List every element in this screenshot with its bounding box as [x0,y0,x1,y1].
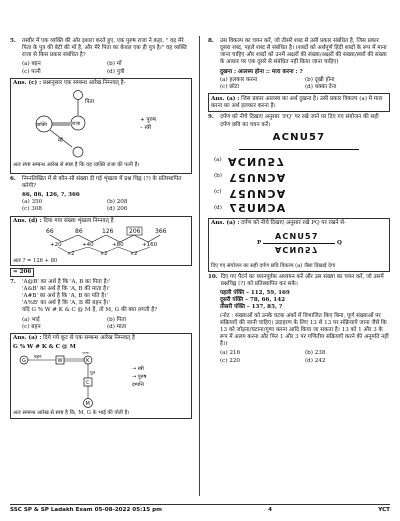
option-c[interactable]: (c) छोटा [220,83,239,90]
option-label: (c) [214,189,222,196]
legend-couple: दम्पत्ति [132,381,144,388]
exam-name: SSC SP & SP Ladakh Exam 05-08-2022 05:15 pm [10,507,162,513]
page-number: 4 [268,507,273,513]
q9-conclusion: दिए गए संयोजन का सही दर्पण छवि विकल्प (a) जैसा दिखाई देगा [211,262,336,269]
question-number: 5. [10,38,16,44]
q7-relation-diagram [12,352,192,410]
q10-note: (नोट : संख्याओं को उनके घटक अंकों में विभाजित किए बिना, पूर्ण संख्याओं पर संक्रियाएँ की जानी चाहिए। उदाहरण के लिए 13 से 13 पर संक्रियाएँ जाना जैसे कि 13 को जोड़ना/घटाना/गुणा करना आदि किया जा सकता है। 13 को 1 और 3 के रूप में अलग करना और फिर 1 और 3 पर गणितीय संक्रियाएँ करने की अनुमति नहीं है।) [220,312,389,348]
arc-2 [78,235,106,242]
q6-options [10,199,192,213]
answer-text: जिस प्रकार आलस्य का अर्थ दुखना है। उसी प्रकार विकल्प (a) मे मारा करना का अर्थ हलकार करना है। [211,95,383,109]
question-number: 10. [208,273,218,280]
column-divider [199,36,200,496]
q6-final: = 206 [10,268,34,277]
legend-female: → स्त्री [132,365,144,372]
option-a[interactable]: (a) 216 [220,350,241,357]
answer-label: Ans. (a) : [13,335,42,342]
term-5: 366 [155,227,167,235]
option-b[interactable]: (b) 208 [107,199,128,206]
q7-line-2: 'A&B' का अर्थ है कि 'A, B की माता है।' [22,285,110,292]
question-5 [10,38,192,59]
q7-code: G % W # K & C @ M [13,343,76,350]
q10-rows [208,290,390,311]
q7-conclusion: अतः सम्बन्ध आरेख से स्पष्ट है कि, M, G के भाई की पोती है। [13,409,130,416]
mirror-p-label: P [257,239,262,246]
q8-options [208,77,390,91]
wife-label: पत्नी [82,351,90,356]
option-label: (b) [214,173,222,180]
father-node [74,90,83,99]
option-d[interactable]: (d) माता [107,323,127,330]
option-image: ACNU57 [228,154,286,168]
answer-text: दिया गया संख्या शृंखला निम्नवत् है [43,218,114,225]
option-b[interactable]: (b) पिता [107,316,126,323]
answer-text: दिये गये कूट से एक सम्बन्ध आरेख निम्नवत् है [43,335,135,342]
answer-label: Ans. (d) : [13,218,42,225]
arc-4 [134,235,160,242]
node-w-label: W [57,357,63,364]
brand-logo: YCT [378,507,390,513]
q7-line-4: 'A%B' का अर्थ है कि 'A, B की बहन है।' [22,300,110,307]
question-number: 8. [208,38,214,44]
mult-1: ×2 [67,250,75,256]
node-c-label: C [86,379,90,386]
q9-answer-reflection: ACNU57 [275,245,319,255]
term-1: 66 [46,227,54,235]
q6-result: अतः ? = 126 + 80 [13,257,58,264]
node-m-label: M [85,400,90,407]
diff-4: +160 [142,241,158,248]
daughter-node [73,147,83,157]
question-text: दिए गए पैटर्न का ध्यानपूर्वक अध्ययन करें और उस संख्या का चयन करें, जो उसमें प्रश्नचिह्न (?) को प्रतिस्थापित कर सके। [220,273,384,287]
option-b[interactable]: (b) दूखी होना [305,76,335,83]
option-a[interactable]: (a) हलकार करना [220,76,258,83]
question-10 [208,274,390,288]
option-c[interactable]: (c) बहन [22,323,41,330]
option-image: ACNU57 [228,201,286,215]
option-d[interactable]: (d) पुत्री [107,68,125,75]
option-label: (a) [214,156,222,163]
answer-label: Ans. (c) : [13,80,42,87]
diff-2: +40 [82,241,94,248]
question-number: 7. [10,278,16,285]
option-image: ACNU57 [228,170,286,184]
row-2: दूसरी पंक्ति – 78, 66, 142 [220,297,285,304]
q8-answer-box [208,93,390,112]
question-text: उस विकल्प का चयन करें, जो तीसरे शब्द से उसी प्रकार संबंधित है, जिस प्रकार दूसरा शब्द, पहले शब्द से संबंधित है। (शब्दों को अर्थपूर्ण हिंदी शब्दों के रूप में माना जाना चाहिए और शब्दों को उनमें अक्षरों की संख्या/अक्षरों की संख्या/स्वरों की संख्या के आधार पर एक दूसरे से संबंधित नहीं किया जाना चाहिए) [220,38,387,66]
mult-3: ×2 [130,250,138,256]
q7-options [10,317,192,331]
question-text [22,279,192,315]
q9-answer-box [208,218,390,272]
option-label: (d) [214,205,222,212]
question-7 [10,279,192,315]
q9-option-c[interactable] [214,186,390,200]
option-c[interactable]: (c) 308 [22,206,42,213]
legend-male: + पुरुष [140,116,156,123]
legend-male: → पुरुष [132,373,147,380]
arc-1 [50,235,78,242]
option-image: ACNU57 [228,186,286,200]
question-8 [208,38,390,67]
q8-analogy: दुखना : आलस्य होना :: मारा करना : ? [220,68,303,75]
q9-option-a[interactable] [214,154,390,168]
left-column [10,38,192,421]
q5-conclusion: अतः स्पष्ट सम्बन्ध आरेख से स्पष्ट है कि वह व्यक्ति राजा की पत्नी है। [13,161,140,168]
q6-series-diagram [12,226,192,256]
answer-label: Ans. (a) : [211,220,240,227]
legend-female: – स्त्री [140,124,152,131]
option-c[interactable]: (c) 220 [220,357,240,364]
question-number: 9. [208,114,214,121]
question-text: तस्वीर में एक व्यक्ति की ओर इशारा करते हुए, एक पुरुष राजा ने कहा, " वह मेरे पिता के पुत्र की बेटी की माँ है, और मेरे पिता का केवल एक ही पुत्र है।" वह व्यक्ति राजा से किस प्रकार संबंधित है? [22,38,187,59]
q7-line-3: 'A#B' का अर्थ है कि 'A, B का पति है।' [22,293,108,300]
q5-answer-box [10,78,192,174]
question-9 [208,114,390,128]
diff-1: +20 [50,241,62,248]
diff-3: +80 [112,241,124,248]
raja-label: राजा [72,120,81,127]
option-a[interactable]: (a) भाई [22,316,40,323]
mother-label: माँ [58,137,63,144]
answer-text: दर्पण को नीचे दिखाए अनुसार रखे PQ पर रखने से- [241,220,346,227]
question-text: दर्पण को नीचे दिखाए अनुसार 'PQ' पर रखे जाने पर दिए गए संयोजन की सही दर्पण छवि का चयन करें। [220,114,379,128]
term-4: 206 [129,227,141,235]
mirror-q-label: Q [337,239,342,246]
person-label: व्यक्ति [36,122,47,128]
row-1: पहली पंक्ति – 112, 59, 169 [220,290,290,297]
sister-label: बहन [34,354,42,360]
arc-3 [106,235,134,242]
right-column [208,38,390,367]
option-d[interactable]: (d) 242 [305,357,326,364]
term-2: 86 [75,227,83,235]
q5-options [10,61,192,75]
question-6 [10,176,192,190]
node-k-label: K [86,357,90,364]
page-footer [10,504,390,514]
option-a[interactable]: (a) 350 [22,199,43,206]
q9-answer-word: ACNU57 [275,231,319,241]
q7-answer-box [10,333,192,419]
q9-option-b[interactable] [214,170,390,184]
option-d[interactable]: (d) धक्का देना [305,83,337,90]
q6-series: 66, 86, 126, ?, 366 [22,192,80,199]
q7-line-1: 'A@B' का अर्थ है कि 'A, B का पिता है।' [22,278,111,285]
q9-mirror-line [239,149,359,150]
q6-answer-box [10,216,192,266]
row-3: तीसरी पंक्ति – 137, 85, ? [220,304,283,311]
option-b[interactable]: (b) 238 [305,350,326,357]
mult-2: ×2 [100,250,108,256]
q7-line-5: यदि G % W # K & C @ M है, तो M, G की क्या लगती है? [22,307,158,314]
option-a[interactable]: (a) बहन [22,61,41,68]
answer-label: Ans. (a) : [211,95,240,102]
father-label: पिता [85,98,95,105]
q9-option-d[interactable] [214,202,390,216]
son-label: पुत्र [90,370,96,376]
node-g-label: G [22,357,26,364]
q9-given-word: ACNU57 [272,131,326,143]
option-b[interactable]: (b) माँ [107,61,122,68]
question-text: निम्नलिखित में से कौन-सी संख्या दी गई शृंखला में प्रश्न चिह्न (?) के प्रतिस्थापित करेगी? [22,175,182,189]
option-d[interactable]: (d) 206 [107,206,128,213]
option-c[interactable]: (c) पत्नी [22,68,41,75]
answer-text: प्रश्नानुसार एक सम्बन्ध आरेख निम्नवत् है- [42,80,126,87]
question-number: 6. [10,175,16,182]
term-3: 126 [102,227,114,235]
q10-options [208,350,390,364]
q5-relation-diagram [12,89,192,161]
